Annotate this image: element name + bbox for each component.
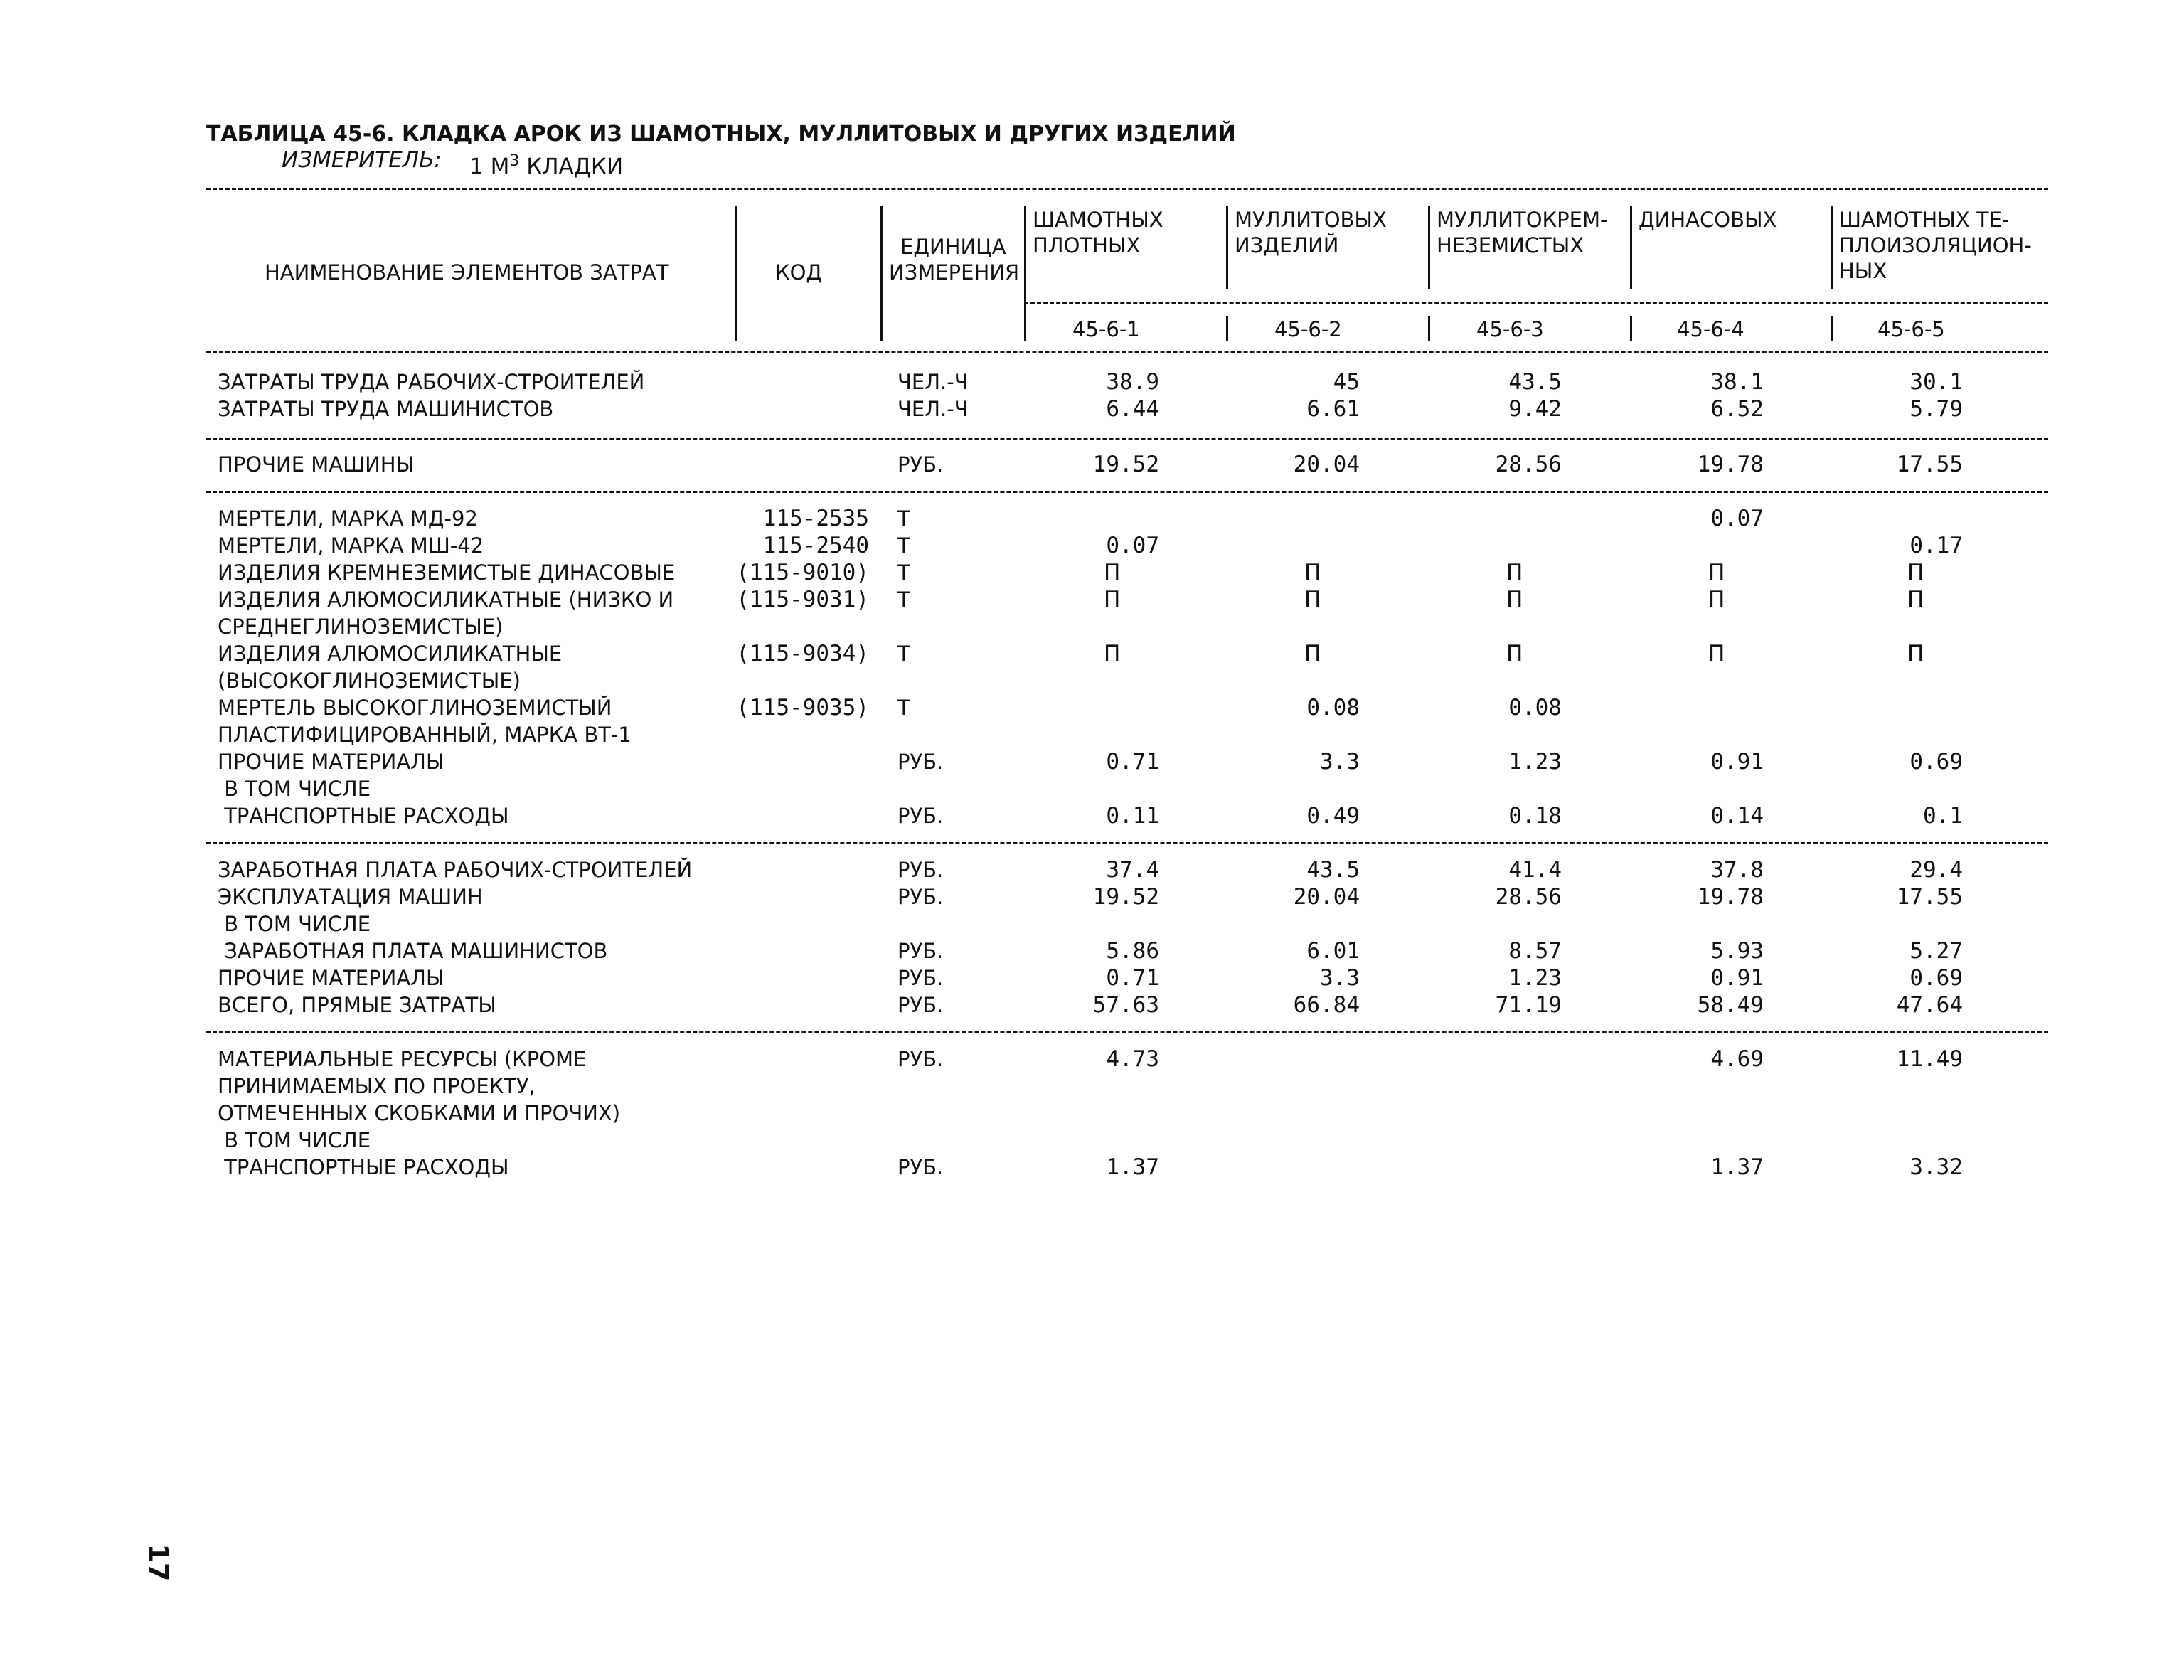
row-value: П (1907, 641, 1924, 666)
col-header-1: ШАМОТНЫХ (1033, 208, 1163, 232)
page-number: 17 (142, 1543, 174, 1582)
row-value: П (1506, 587, 1523, 612)
row-value: П (1907, 587, 1924, 612)
row-name: ОТМЕЧЕННЫХ СКОБКАМИ И ПРОЧИХ) (218, 1101, 621, 1125)
row-value: 41.4 (1508, 857, 1562, 883)
row-value: 37.8 (1710, 857, 1764, 883)
row-value: 38.9 (1106, 369, 1159, 395)
row-unit: РУБ. (897, 1047, 944, 1071)
col-code-2: 45-6-2 (1274, 317, 1342, 341)
row-code: (115-9010) (736, 560, 869, 585)
row-value: 66.84 (1293, 992, 1360, 1018)
rule-group-3 (206, 842, 2048, 844)
row-value: 9.42 (1508, 396, 1562, 422)
row-value: 0.1 (1923, 803, 1963, 829)
row-unit: Т (897, 506, 910, 531)
row-value: 5.79 (1909, 396, 1963, 422)
row-value: 4.69 (1710, 1046, 1764, 1072)
row-value: 47.64 (1896, 992, 1963, 1018)
row-code: (115-9035) (736, 695, 869, 721)
header-code: КОД (775, 260, 823, 285)
row-value: 11.49 (1896, 1046, 1963, 1072)
row-value: 37.4 (1106, 857, 1159, 883)
row-name: ИЗДЕЛИЯ АЛЮМОСИЛИКАТНЫЕ (218, 642, 563, 666)
header-divider (880, 206, 883, 341)
col-header-5: ПЛОИЗОЛЯЦИОН- (1839, 233, 2032, 257)
header-divider (1024, 206, 1026, 341)
row-value: 38.1 (1710, 369, 1764, 395)
row-value: 1.23 (1508, 965, 1562, 991)
header-divider (1226, 206, 1228, 289)
col-code-3: 45-6-3 (1476, 317, 1544, 341)
row-name: ТРАНСПОРТНЫЕ РАСХОДЫ (218, 804, 509, 828)
col-header-5: НЫХ (1839, 259, 1887, 283)
row-value: 0.18 (1508, 803, 1562, 829)
row-name: ПРОЧИЕ МАШИНЫ (218, 452, 415, 477)
row-value: 0.08 (1306, 695, 1360, 721)
row-value: П (1104, 641, 1121, 666)
row-name: МЕРТЕЛЬ ВЫСОКОГЛИНОЗЕМИСТЫЙ (218, 696, 612, 720)
row-name: ПРОЧИЕ МАТЕРИАЛЫ (218, 750, 444, 774)
rule-group-4 (206, 1031, 2048, 1033)
row-value: 19.52 (1092, 452, 1159, 477)
row-name: ЗАТРАТЫ ТРУДА МАШИНИСТОВ (218, 397, 554, 421)
row-unit: РУБ. (897, 939, 944, 963)
row-value: 0.69 (1909, 749, 1963, 775)
row-value: 57.63 (1092, 992, 1159, 1018)
rule-top (206, 188, 2048, 190)
row-value: 8.57 (1508, 938, 1562, 964)
row-name: ПЛАСТИФИЦИРОВАННЫЙ, МАРКА ВТ-1 (218, 723, 632, 747)
header-divider (735, 206, 737, 341)
row-name: ВСЕГО, ПРЯМЫЕ ЗАТРАТЫ (218, 993, 496, 1017)
row-value: 20.04 (1293, 884, 1360, 910)
col-code-4: 45-6-4 (1677, 317, 1744, 341)
row-unit: РУБ. (897, 885, 944, 909)
col-code-1: 45-6-1 (1072, 317, 1140, 341)
row-value: П (1708, 641, 1725, 666)
row-unit: РУБ. (897, 804, 944, 828)
row-value: 28.56 (1495, 884, 1562, 910)
row-unit: ЧЕЛ.-Ч (897, 397, 969, 421)
row-code: 115-2535 (762, 506, 869, 531)
col-code-5: 45-6-5 (1877, 317, 1945, 341)
row-name: ЗАРАБОТНАЯ ПЛАТА МАШИНИСТОВ (218, 939, 608, 963)
row-value: 5.86 (1106, 938, 1159, 964)
row-unit: РУБ. (897, 750, 944, 774)
row-value: 29.4 (1909, 857, 1963, 883)
row-value: 0.69 (1909, 965, 1963, 991)
row-value: 0.07 (1106, 533, 1159, 558)
row-value: П (1104, 587, 1121, 612)
row-name: (ВЫСОКОГЛИНОЗЕМИСТЫЕ) (218, 669, 521, 693)
row-value: П (1104, 560, 1121, 585)
row-value: 28.56 (1495, 452, 1562, 477)
row-name: ПРОЧИЕ МАТЕРИАЛЫ (218, 966, 444, 990)
header-name: НАИМЕНОВАНИЕ ЭЛЕМЕНТОВ ЗАТРАТ (265, 260, 669, 285)
header-unit-2: ИЗМЕРЕНИЯ (889, 260, 1020, 285)
col-header-1: ПЛОТНЫХ (1033, 233, 1141, 257)
row-value: 20.04 (1293, 452, 1360, 477)
rule-subheader (1024, 302, 2048, 304)
row-value: 3.32 (1909, 1154, 1963, 1180)
row-value: 17.55 (1896, 452, 1963, 477)
header-divider (1428, 206, 1430, 289)
row-value: П (1304, 641, 1321, 666)
row-code: 115-2540 (762, 533, 869, 558)
row-name: ЗАРАБОТНАЯ ПЛАТА РАБОЧИХ-СТРОИТЕЛЕЙ (218, 858, 693, 882)
row-name: ТРАНСПОРТНЫЕ РАСХОДЫ (218, 1155, 509, 1179)
row-value: 5.27 (1909, 938, 1963, 964)
row-value: П (1708, 587, 1725, 612)
row-value: 1.37 (1710, 1154, 1764, 1180)
row-value: 0.17 (1909, 533, 1963, 558)
row-name: В ТОМ ЧИСЛЕ (218, 1128, 371, 1152)
row-unit: РУБ. (897, 1155, 944, 1179)
row-value: 71.19 (1495, 992, 1562, 1018)
row-value: 0.71 (1106, 965, 1159, 991)
row-value: 19.78 (1697, 452, 1764, 477)
row-unit: Т (897, 642, 910, 666)
row-value: 0.71 (1106, 749, 1159, 775)
row-value: 43.5 (1306, 857, 1360, 883)
row-name: В ТОМ ЧИСЛЕ (218, 912, 371, 936)
table-title: ТАБЛИЦА 45-6. КЛАДКА АРОК ИЗ ШАМОТНЫХ, МУЛЛИТОВЫХ И ДРУГИХ ИЗДЕЛИЙ (206, 122, 1236, 147)
row-name: СРЕДНЕГЛИНОЗЕМИСТЫЕ) (218, 615, 504, 639)
row-value: 17.55 (1896, 884, 1963, 910)
row-name: В ТОМ ЧИСЛЕ (218, 777, 371, 801)
header-divider (1428, 316, 1430, 341)
row-name: ПРИНИМАЕМЫХ ПО ПРОЕКТУ, (218, 1074, 536, 1098)
row-value: П (1907, 560, 1924, 585)
row-unit: Т (897, 533, 910, 558)
row-value: 3.3 (1320, 965, 1360, 991)
row-value: П (1708, 560, 1725, 585)
row-value: 0.11 (1106, 803, 1159, 829)
row-value: П (1304, 560, 1321, 585)
row-unit: Т (897, 696, 910, 720)
col-header-2: ИЗДЕЛИЙ (1235, 233, 1339, 257)
row-name: ЭКСПЛУАТАЦИЯ МАШИН (218, 885, 483, 909)
row-name: ЗАТРАТЫ ТРУДА РАБОЧИХ-СТРОИТЕЛЕЙ (218, 370, 645, 394)
row-value: П (1506, 560, 1523, 585)
rule-group-2 (206, 491, 2048, 493)
col-header-4: ДИНАСОВЫХ (1639, 208, 1777, 232)
row-unit: ЧЕЛ.-Ч (897, 370, 969, 394)
row-value: 30.1 (1909, 369, 1963, 395)
row-value: 45 (1333, 369, 1360, 395)
row-name: МЕРТЕЛИ, МАРКА МД-92 (218, 506, 478, 531)
row-value: 0.14 (1710, 803, 1764, 829)
row-value: 6.01 (1306, 938, 1360, 964)
row-value: 6.52 (1710, 396, 1764, 422)
measure-label: ИЗМЕРИТЕЛЬ: (282, 147, 442, 173)
row-unit: Т (897, 588, 910, 612)
row-value: П (1506, 641, 1523, 666)
col-header-2: МУЛЛИТОВЫХ (1235, 208, 1387, 232)
row-value: П (1304, 587, 1321, 612)
row-name: ИЗДЕЛИЯ АЛЮМОСИЛИКАТНЫЕ (НИЗКО И (218, 588, 674, 612)
row-name: МЕРТЕЛИ, МАРКА МШ-42 (218, 533, 484, 558)
row-value: 58.49 (1697, 992, 1764, 1018)
row-value: 4.73 (1106, 1046, 1159, 1072)
row-unit: Т (897, 560, 910, 585)
row-value: 43.5 (1508, 369, 1562, 395)
rule-group-1 (206, 438, 2048, 440)
row-code: (115-9031) (736, 587, 869, 612)
row-name: МАТЕРИАЛЬНЫЕ РЕСУРСЫ (КРОМЕ (218, 1047, 587, 1071)
row-value: 5.93 (1710, 938, 1764, 964)
row-value: 19.78 (1697, 884, 1764, 910)
col-header-3: НЕЗЕМИСТЫХ (1437, 233, 1584, 257)
measure-value: 1 $М^3$ КЛАДКИ (469, 152, 624, 180)
header-divider (1226, 316, 1228, 341)
row-unit: РУБ. (897, 966, 944, 990)
row-unit: РУБ. (897, 993, 944, 1017)
row-value: 3.3 (1320, 749, 1360, 775)
header-divider (1630, 206, 1632, 289)
row-value: 0.07 (1710, 506, 1764, 531)
row-code: (115-9034) (736, 641, 869, 666)
header-divider (1831, 316, 1833, 341)
row-value: 0.91 (1710, 749, 1764, 775)
row-value: 1.37 (1106, 1154, 1159, 1180)
header-unit-1: ЕДИНИЦА (900, 235, 1006, 259)
header-divider (1831, 206, 1833, 289)
rule-header-bottom (206, 351, 2048, 353)
row-value: 6.61 (1306, 396, 1360, 422)
row-value: 6.44 (1106, 396, 1159, 422)
row-value: 19.52 (1092, 884, 1159, 910)
row-unit: РУБ. (897, 452, 944, 477)
row-unit: РУБ. (897, 858, 944, 882)
row-name: ИЗДЕЛИЯ КРЕМНЕЗЕМИСТЫЕ ДИНАСОВЫЕ (218, 560, 676, 585)
col-header-3: МУЛЛИТОКРЕМ- (1437, 208, 1608, 232)
row-value: 1.23 (1508, 749, 1562, 775)
row-value: 0.49 (1306, 803, 1360, 829)
row-value: 0.91 (1710, 965, 1764, 991)
row-value: 0.08 (1508, 695, 1562, 721)
col-header-5: ШАМОТНЫХ ТЕ- (1839, 208, 2010, 232)
header-divider (1630, 316, 1632, 341)
